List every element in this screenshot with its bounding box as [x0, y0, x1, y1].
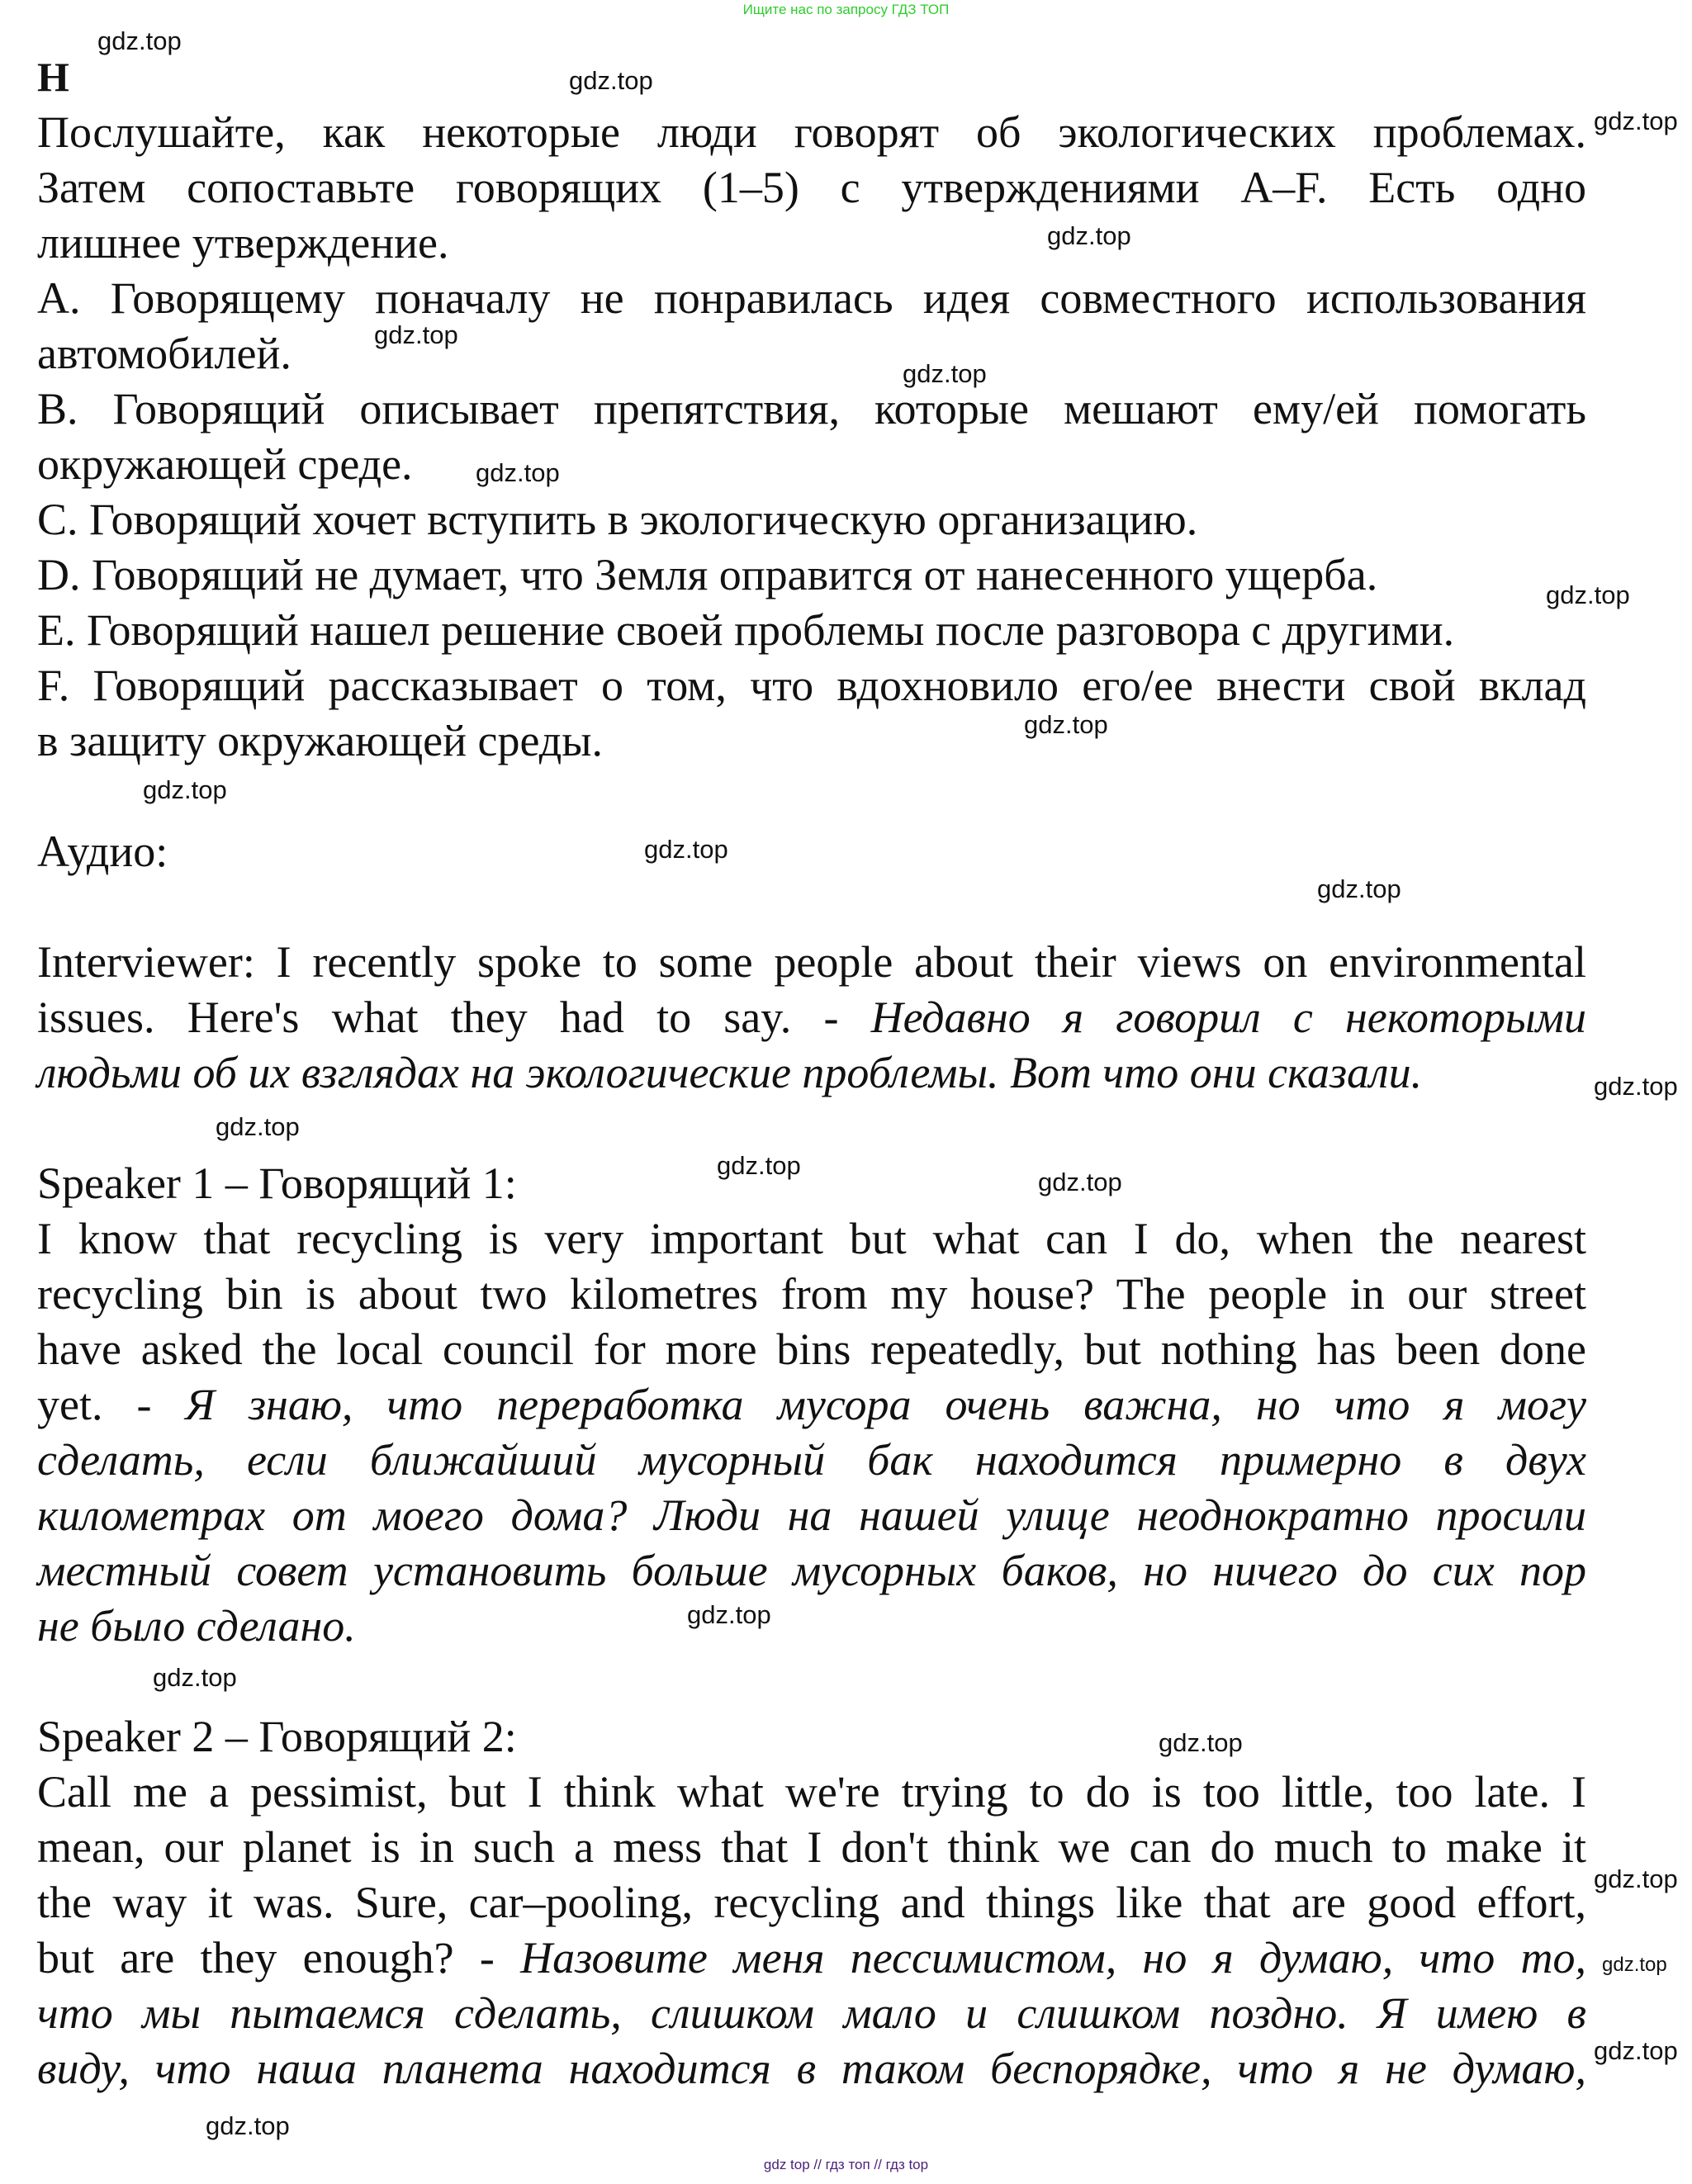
translation-text: сделать, если ближайший мусорный бак находится примерно в двух	[37, 1435, 1586, 1485]
watermark: gdz.top	[1038, 1168, 1122, 1196]
watermark: gdz.top	[717, 1151, 801, 1180]
text-line	[37, 1931, 1586, 1986]
original-text: окружающей среде.	[37, 439, 413, 489]
text-line	[37, 1488, 1586, 1543]
text-line	[37, 492, 1586, 547]
statement-f	[37, 658, 1586, 769]
original-text: E. Говорящий нашел решение своей проблемы после разговора с другими.	[37, 605, 1455, 655]
watermark: gdz.top	[97, 26, 182, 55]
spacer	[37, 769, 1586, 824]
watermark: gdz.top	[1159, 1728, 1243, 1757]
text-line	[37, 326, 1586, 381]
original-text: Call me a pessimist, but I think what we're trying to do is too little, too late. I	[37, 1767, 1586, 1817]
speaker-1-heading	[37, 1156, 1586, 1211]
statement-a	[37, 271, 1586, 381]
original-text: Послушайте, как некоторые люди говорят об экологических проблемах.	[37, 107, 1586, 157]
watermark: gdz.top	[569, 66, 653, 95]
watermark: gdz.top	[1594, 2036, 1678, 2065]
statement-b	[37, 381, 1586, 492]
speaker-2-heading	[37, 1709, 1586, 1765]
text-line	[37, 547, 1586, 603]
text-line	[37, 1267, 1586, 1322]
text-line	[37, 271, 1586, 326]
translation-text: не было сделано.	[37, 1601, 356, 1651]
text-line	[37, 1433, 1586, 1488]
speaker-2-text	[37, 1765, 1586, 2096]
original-text: mean, our planet is in such a mess that I don't think we can do much to make it	[37, 1822, 1586, 1872]
watermark: gdz.top	[1594, 1072, 1678, 1101]
original-text: Аудио:	[37, 827, 168, 876]
text-line	[37, 935, 1586, 990]
statement-d	[37, 547, 1586, 603]
watermark: gdz.top	[476, 458, 560, 487]
footer-banner: gdz top // гдз топ // гдз top	[763, 2157, 929, 2172]
watermark: gdz.top	[1024, 710, 1108, 739]
text-line	[37, 437, 1586, 492]
text-line	[37, 658, 1586, 713]
original-text: C. Говорящий хочет вступить в экологическую организацию.	[37, 495, 1198, 544]
original-text: issues. Here's what they had to say. -	[37, 993, 871, 1042]
original-text: F. Говорящий рассказывает о том, что вдохновило его/ее внести свой вклад	[37, 661, 1586, 710]
original-text: A. Говорящему поначалу не понравилась идея совместного использования	[37, 273, 1586, 323]
watermark: gdz.top	[216, 1112, 300, 1141]
original-text: H	[37, 54, 69, 100]
text-line	[37, 1322, 1586, 1377]
section-letter	[37, 50, 1586, 105]
translation-text: людьми об их взглядах на экологические проблемы. Вот что они сказали.	[37, 1048, 1423, 1097]
text-line	[37, 603, 1586, 658]
watermark: gdz.top	[644, 835, 728, 864]
watermark: gdz.top	[1317, 874, 1401, 903]
text-line	[37, 216, 1586, 271]
watermark: gdz.top	[206, 2111, 290, 2140]
original-text: the way it was. Sure, car–pooling, recycling and things like that are good effort,	[37, 1878, 1586, 1927]
translation-text: Недавно я говорил с некоторыми	[870, 993, 1586, 1042]
text-line	[37, 1765, 1586, 1820]
text-line	[37, 990, 1586, 1045]
spacer	[37, 1654, 1586, 1709]
translation-text: что мы пытаемся сделать, слишком мало и слишком поздно. Я имею в	[37, 1988, 1586, 2038]
translation-text: Я знаю, что переработка мусора очень важна, но что я могу	[185, 1380, 1586, 1429]
watermark: gdz.top	[374, 320, 458, 349]
watermark: gdz.top	[1594, 1864, 1678, 1893]
text-line	[37, 105, 1586, 160]
search-banner: Ищите нас по запросу ГДЗ ТОП	[742, 2, 950, 17]
watermark: gdz.top	[1602, 1954, 1667, 1976]
original-text: B. Говорящий описывает препятствия, которые мешают ему/ей помогать	[37, 384, 1586, 433]
original-text: в защиту окружающей среды.	[37, 716, 604, 765]
original-text: D. Говорящий не думает, что Земля оправится от нанесенного ущерба.	[37, 550, 1378, 599]
original-text: Speaker 2 – Говорящий 2:	[37, 1712, 517, 1761]
text-line	[37, 1211, 1586, 1267]
original-text: I know that recycling is very important but what can I do, when the nearest	[37, 1214, 1586, 1263]
watermark: gdz.top	[143, 775, 227, 804]
original-text: but are they enough? -	[37, 1933, 521, 1983]
original-text: yet. -	[37, 1380, 186, 1429]
text-line	[37, 1156, 1586, 1211]
text-line	[37, 381, 1586, 437]
translation-text: виду, что наша планета находится в таком беспорядке, что я не думаю,	[37, 2044, 1586, 2093]
watermark: gdz.top	[687, 1600, 771, 1629]
original-text: Затем сопоставьте говорящих (1–5) с утверждениями A–F. Есть одно	[37, 163, 1586, 212]
watermark: gdz.top	[1594, 107, 1678, 135]
text-line	[37, 1599, 1586, 1654]
text-line	[37, 824, 1586, 879]
original-text: recycling bin is about two kilometres from my house? The people in our street	[37, 1269, 1586, 1319]
interviewer-text	[37, 935, 1586, 1101]
original-text: Interviewer: I recently spoke to some people about their views on environmental	[37, 937, 1586, 987]
watermark: gdz.top	[153, 1663, 237, 1692]
original-text: автомобилей.	[37, 329, 291, 378]
translation-text: местный совет установить больше мусорных баков, но ничего до сих пор	[37, 1546, 1586, 1595]
text-line	[37, 2041, 1586, 2096]
translation-text: километрах от моего дома? Люди на нашей улице неоднократно просили	[37, 1490, 1586, 1540]
speaker-1-text	[37, 1211, 1586, 1654]
text-line	[37, 1377, 1586, 1433]
text-line	[37, 50, 1586, 105]
audio-label	[37, 824, 1586, 879]
translation-text: Назовите меня пессимистом, но я думаю, что то,	[520, 1933, 1587, 1983]
watermark: gdz.top	[1546, 580, 1630, 609]
text-line	[37, 160, 1586, 216]
original-text: Speaker 1 – Говорящий 1:	[37, 1158, 517, 1208]
original-text: have asked the local council for more bins repeatedly, but nothing has been done	[37, 1324, 1586, 1374]
text-line	[37, 1543, 1586, 1599]
instructions	[37, 105, 1586, 271]
watermark: gdz.top	[1047, 221, 1131, 250]
text-line	[37, 1875, 1586, 1931]
document-body	[37, 50, 1586, 2096]
original-text: лишнее утверждение.	[37, 218, 449, 268]
text-line	[37, 713, 1586, 769]
text-line	[37, 1820, 1586, 1875]
watermark: gdz.top	[903, 359, 987, 388]
statement-c	[37, 492, 1586, 547]
text-line	[37, 1045, 1586, 1101]
text-line	[37, 1709, 1586, 1765]
statement-e	[37, 603, 1586, 658]
text-line	[37, 1986, 1586, 2041]
